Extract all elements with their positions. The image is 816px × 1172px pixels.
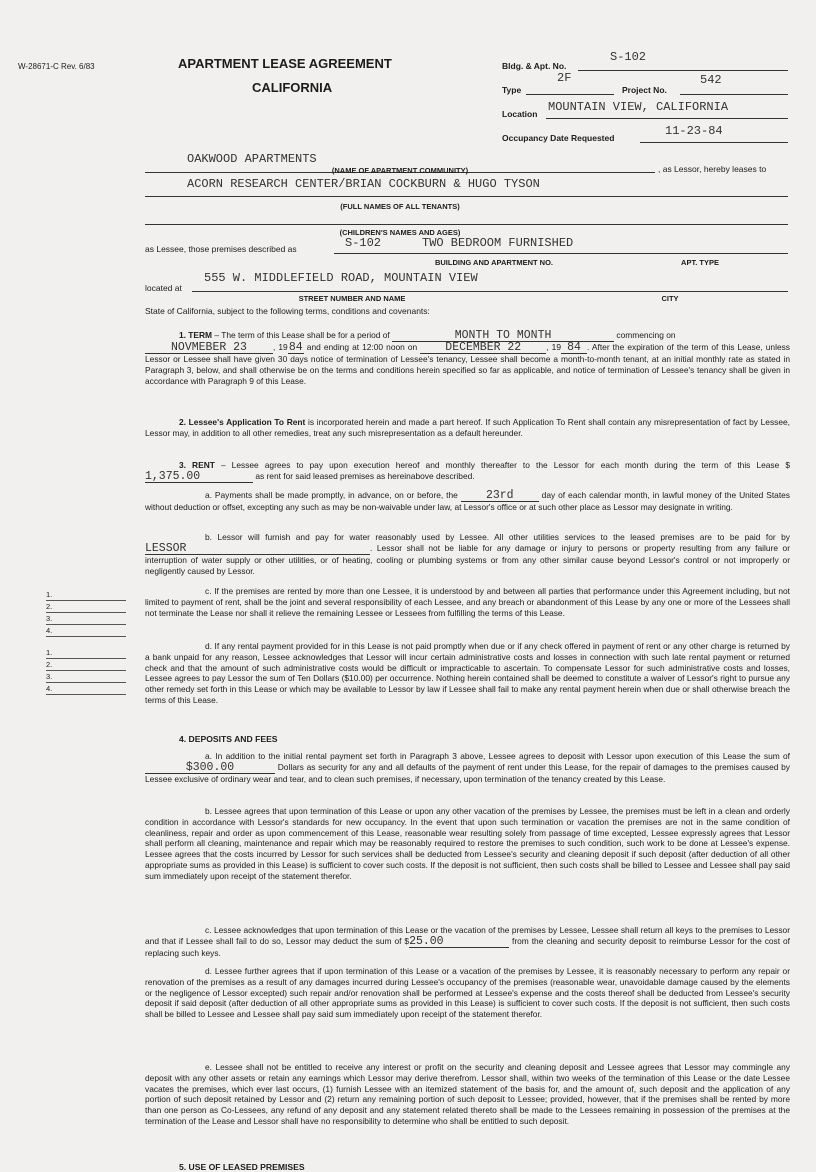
tenants-value: ACORN RESEARCH CENTER/BRIAN COCKBURN & HUGO TYSON — [187, 177, 540, 191]
type-label: Type — [502, 85, 522, 95]
apt-type-value: TWO BEDROOM FURNISHED — [422, 236, 574, 250]
deposits-c-paragraph: c. Lessee acknowledges that upon termination of this Lease or the vacation of the premises by Lessee, Lessee shall return all keys to the premises to Lessor and that if Lessee shall fail to do so, Lessor may deduct the sum of $25.00 from the cleaning and security deposit to reimburse Lessor for the cost of replacing such keys. — [145, 925, 790, 958]
occupancy-label: Occupancy Date Requested — [502, 133, 615, 143]
deposits-a-paragraph: a. In addition to the initial rental payment set forth in Paragraph 3 above, Lessee agrees to deposit with Lessor upon execution of this Lease the sum of $300.00 Dollars as security for any and all defaults of the payment of rent under this Lease, for the repair of damages to the premises caused by Lessee exclusive of ordinary wear and tear, and to clean such premises, if necessary, upon termination of the tenancy created by this Lease. — [145, 751, 790, 784]
bldg-value: S-102 — [610, 50, 647, 64]
term-heading: 1. TERM — [179, 330, 213, 340]
term-end-year: 84 — [561, 342, 587, 354]
document-state: CALIFORNIA — [252, 80, 333, 95]
rent-b-paragraph: b. Lessor will furnish and pay for water reasonably used by Lessee. All other utilities services to the leased premises are to be paid for by LESSOR . Lessor shall not be liable for any damage or injury to persons or property resulting from any failure or interruption of water supply or other utilities, or of heating, cooling or plumbing systems or from any other similar cause beyond Lessor's control or not improperly or negligently caused by Lessor. — [145, 532, 790, 576]
city-caption: CITY — [661, 294, 679, 303]
term-start-year: 84 — [288, 341, 303, 354]
rent-due-day: 23rd — [461, 490, 539, 502]
tenants-caption: (FULL NAMES OF ALL TENANTS) — [340, 202, 460, 211]
application-paragraph: 2. Lessee's Application To Rent is incorporated herein and made a part hereof. If such Application To Rent shall contain any misrepresentation of fact by Lessee, Lessor may, in addition to all other remedies, treat any such misrepresentation as a default hereunder. — [145, 417, 790, 438]
project-value: 542 — [700, 73, 722, 87]
initial-line: 4. — [46, 626, 126, 637]
rent-c-paragraph: c. If the premises are rented by more than one Lessee, it is understood by and between all parties that performance under this Agreement including, but not limited to payment of rent, shall be the joint and several responsibility of each Lessee, and any breach or abandonment of this Lease by any one or more of the Lessees shall not terminate the Lease nor shall it relieve the remaining Lessee or Lessees from fulfilling the terms of this Lease. — [145, 586, 790, 618]
form-number: W-28671-C Rev. 6/83 — [18, 62, 95, 71]
rent-amount: 1,375.00 — [145, 471, 253, 483]
deposits-d-paragraph: d. Lessee further agrees that if upon termination of this Lease or a vacation of the premises by Lessee, it is reasonably necessary to perform any repair or renovation of the premises as a result of any damages incurred during Lessee's occupancy of the premises (reasonable wear, unavoidable damage caused by the elements or the negligence of Lessor excepted) such repair and/or renovation shall be performed at Lessee's expense and the costs thereof shall be deducted from Lessee's security deposit if said deposit (after deduction of all other appropriate sums as provided in this Lease) is sufficient to cover such costs. If the deposit is not sufficient, then such costs shall be billed to Lessee and Lessee shall pay said sum immediately upon receipt of the statement therefor. — [145, 966, 790, 1020]
initial-line: 3. — [46, 614, 126, 625]
location-label: Location — [502, 109, 538, 119]
street-caption: STREET NUMBER AND NAME — [298, 294, 406, 303]
state-text: State of California, subject to the following terms, conditions and covenants: — [145, 306, 430, 316]
community-caption: (NAME OF APARTMENT COMMUNITY) — [331, 166, 469, 175]
children-caption: (CHILDREN'S NAMES AND AGES) — [339, 228, 461, 237]
type-value: 2F — [557, 71, 572, 85]
rent-a-paragraph: a. Payments shall be made promptly, in advance, on or before, the 23rd day of each calendar month, in lawful money of the United States without deduction or offset, excepting any such as may be non-waivable under law, at Lessor's office or at such other place as Lessor may designate in writing. — [145, 489, 790, 512]
community-value: OAKWOOD APARTMENTS — [187, 152, 317, 166]
apt-type-caption: APT. TYPE — [681, 258, 719, 267]
term-period: MONTH TO MONTH — [392, 330, 614, 342]
term-start: NOVMEBER 23 — [145, 342, 273, 354]
initial-line: 2. — [46, 660, 126, 671]
building-value: S-102 — [345, 236, 382, 250]
occupancy-value: 11-23-84 — [665, 124, 723, 138]
utilities-paid-by: LESSOR — [145, 543, 370, 555]
located-text: located at — [145, 283, 182, 293]
rent-d-paragraph: d. If any rental payment provided for in this Lease is not paid promptly when due or if any check offered in payment of rent or any other charge is returned by a bank unpaid for any reason, Lessee acknowledges that Lessor will incur certain administrative costs and losses in connection with such late rental payment or returned check and that the amount of such administrative costs would be difficult or impracticable to ascertain. To compensate Lessor for such administrative costs and losses, Lessee agrees to pay Lessor the sum of Ten Dollars ($10.00) per occurrence. Nothing herein contained shall be deemed to constitute a waiver of Lessor's right to pursue any other remedy set forth in this Lease or which may be available to Lessor by law if Lessee shall fail to make any rental payment herein when due or shall otherwise breach the terms of this Lease. — [145, 641, 790, 705]
initial-line: 2. — [46, 602, 126, 613]
term-end: DECEMBER 22 — [420, 342, 546, 354]
bldg-label: Bldg. & Apt. No. — [502, 61, 567, 71]
location-value: MOUNTAIN VIEW, CALIFORNIA — [548, 100, 729, 114]
initial-line: 3. — [46, 672, 126, 683]
rent-paragraph: 3. RENT – Lessee agrees to pay upon execution hereof and monthly thereafter to the Lessor for each month during the term of this Lease $1,375.00 as rent for said leased premises as hereinabove described. — [145, 460, 790, 483]
term-paragraph: 1. TERM – The term of this Lease shall be for a period of MONTH TO MONTH commencing on NOVMEBER 23 , 1984 and ending at 12:00 noon on DECEMBER 22 , 19 84 . After the expiration of the term of this Lease, unless Lessor or Lessee shall have given 30 days notice of termination of Lessee's tenancy, Lessee shall become a month-to-month tenant, at an initial monthly rate as stated in Paragraph 3, below, and shall otherwise be on the terms and conditions herein specified so far as applicable, and notice of termination of Lessee's tenancy shall be given in accordance with Paragraph 9 of this Lease. — [145, 329, 790, 386]
building-caption: BUILDING AND APARTMENT NO. — [434, 258, 554, 267]
use-heading: 5. USE OF LEASED PREMISES — [179, 1162, 305, 1172]
street-value: 555 W. MIDDLEFIELD ROAD, MOUNTAIN VIEW — [204, 271, 478, 285]
initial-line: 1. — [46, 648, 126, 659]
lessor-text: , as Lessor, hereby leases to — [658, 164, 767, 174]
deposits-e-paragraph: e. Lessee shall not be entitled to receive any interest or profit on the security and cleaning deposit and Lessee agrees that Lessor may commingle any deposit with any other assets or retain any earnings which Lessor may derive therefrom. Lessor shall, within two weeks of the termination of this Lease or the date Lessee vacates the premises, which ever last occurs, (1) furnish Lessee with an itemized statement of the basis for, and the amount of, such deposit and the application of any portion of such deposit retained by Lessor and (2) return any remaining portion of such deposit to Lessee; provided, however, that if the premises shall be rented by more than one person as Co-Lessees, any refund of any deposit and any statement related thereto shall be made to the Lessees remaining in possession of the premises at the termination of the Lease and Lessor shall have no responsibility to determine who shall be entitled to such deposit. — [145, 1062, 790, 1126]
deposits-heading: 4. DEPOSITS AND FEES — [179, 734, 278, 744]
premises-text: as Lessee, those premises described as — [145, 244, 297, 254]
initial-line: 1. — [46, 590, 126, 601]
deposits-b-paragraph: b. Lessee agrees that upon termination of this Lease or upon any other vacation of the premises by Lessee, the premises must be left in a clean and orderly condition in accordance with Lessor's standards for new occupancy. In the event that upon such termination or vacation the premises are not in the same condition of cleanliness, repair and order as upon commencement of this Lease, reasonable wear resulting solely from passage of time excepted, Lessee expressly agrees that Lessor shall perform all cleaning, maintenance and repair which may be reasonably required to restore the premises to such condition, such work to be done at Lessee's expense. Lessee agrees that the costs incurred by Lessor for such services shall be deducted from Lessee's security and cleaning deposit if such deposit (after deduction of all other appropriate sums as provided in this Lease) is sufficient to cover such costs. If the deposit is not sufficient, then such costs shall be billed to Lessee and Lessee shall pay said sum immediately upon receipt of the statement therefor. — [145, 806, 790, 881]
project-label: Project No. — [622, 85, 667, 95]
deposit-amount: $300.00 — [145, 762, 275, 774]
initial-line: 4. — [46, 684, 126, 695]
key-fee: 25.00 — [409, 936, 509, 948]
document-title: APARTMENT LEASE AGREEMENT — [178, 56, 392, 71]
